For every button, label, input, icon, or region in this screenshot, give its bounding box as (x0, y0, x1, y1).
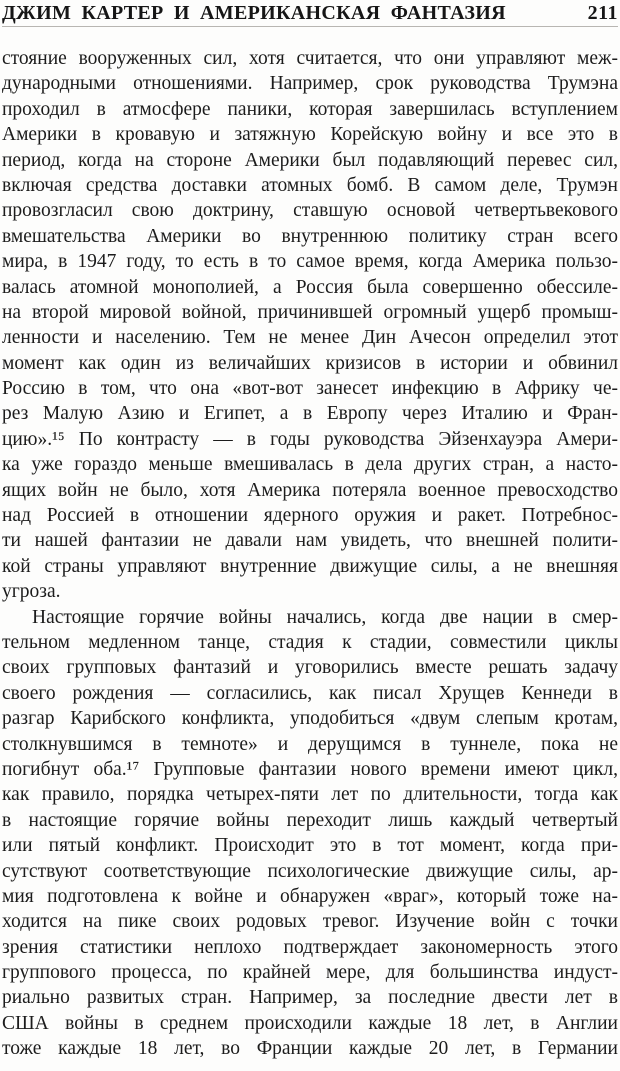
text-line: над Россией в отношении ядерного оружия и ракет. Потребнос- (2, 505, 618, 527)
text-line: угроза. (2, 581, 61, 603)
text-line: столкнувшимся в темноте» и дерущимся в туннеле, пока не (2, 733, 618, 755)
text-line: в настоящие горячие войны переходит лишь каждый четвертый (2, 809, 618, 831)
text-line: на второй мировой войной, причинившей огромный ущерб промыш- (2, 301, 618, 323)
text-line: ти нашей фантазии не давали нам увидеть, что внешней полити- (2, 530, 618, 552)
text-line: дународными отношениями. Например, срок руководства Трумэна (2, 73, 618, 95)
text-line: Америки в кровавую и затяжную Корейскую войну и все это в (2, 124, 618, 146)
header-rule (2, 26, 618, 27)
text-line: ящих войн не было, хотя Америка потеряла военное превосходство (2, 479, 618, 501)
text-line: мира, в 1947 году, то есть в то самое время, когда Америка пользо- (2, 251, 618, 273)
text-line: своих групповых фантазий и уговорились вместе решать задачу (2, 657, 618, 679)
page-number: 211 (587, 2, 618, 24)
text-line: сутствуют соответствующие психологические движущие силы, ар- (2, 860, 618, 882)
text-line: группового процесса, по крайней мере, для большинства индуст- (2, 962, 618, 984)
text-line: рез Малую Азию и Египет, а в Европу через Италию и Фран- (2, 403, 618, 425)
text-line: тоже каждые 18 лет, во Франции каждые 20 лет, в Германии (2, 1038, 618, 1060)
paragraph (2, 46, 618, 605)
text-line: момент как один из величайших кризисов в истории и обвинил (2, 352, 618, 374)
text-line: погибнут оба.¹⁷ Групповые фантазии нового времени имеют цикл, (2, 758, 618, 780)
text-line: период, когда на стороне Америки был подавляющий перевес сил, (2, 149, 618, 171)
text-line: тельном медленном танце, стадия к стадии, совместили циклы (2, 631, 618, 653)
text-line: валась атомной монополией, а Россия была совершенно обессиле- (2, 276, 618, 298)
text-line: ленности и населению. Тем не менее Дин Ачесон определил этот (2, 327, 618, 349)
page-body (2, 46, 618, 1062)
paragraph (2, 605, 618, 1062)
text-line: вмешательства Америки во внутреннюю политику стран всего (2, 225, 618, 247)
text-line: провозгласил свою доктрину, ставшую основой четвертьвекового (2, 200, 618, 222)
page-header (2, 2, 618, 24)
text-line: разгар Карибского конфликта, уподобиться «двум слепым кротам, (2, 708, 618, 730)
text-line: зрения статистики неплохо подтверждает закономерность этого (2, 936, 618, 958)
text-line: как правило, порядка четырех-пяти лет по длительности, тогда как (2, 784, 618, 806)
text-line: своего рождения — согласились, как писал Хрущев Кеннеди в (2, 682, 618, 704)
text-line: риально развитых стран. Например, за последние двести лет в (2, 987, 618, 1009)
text-line: Россию в том, что она «вот-вот занесет инфекцию в Африку че- (2, 378, 618, 400)
text-line: цию».¹⁵ По контрасту — в годы руководства Эйзенхауэра Амери- (2, 428, 618, 450)
header-title: ДЖИМ КАРТЕР И АМЕРИКАНСКАЯ ФАНТАЗИЯ (2, 2, 506, 24)
text-line: включая средства доставки атомных бомб. В самом деле, Трумэн (2, 174, 618, 196)
text-line: ка уже гораздо меньше вмешивалась в дела других стран, а насто- (2, 454, 618, 476)
text-line: стояние вооруженных сил, хотя считается, что они управляют меж- (2, 48, 618, 69)
text-line: Настоящие горячие войны начались, когда две нации в смер- (32, 606, 618, 628)
text-line: мия подготовлена к войне и обнаружен «враг», который тоже на- (2, 885, 618, 907)
text-line: ходится на пике своих родовых тревог. Изучение войн с точки (2, 911, 618, 933)
text-line: проходил в атмосфере паники, которая завершилась вступлением (2, 98, 618, 120)
text-line: США войны в среднем происходили каждые 18 лет, в Англии (2, 1012, 618, 1034)
text-line: кой страны управляют внутренние движущие силы, а не внешняя (2, 555, 618, 577)
text-line: или пятый конфликт. Происходит это в тот момент, когда при- (2, 835, 618, 857)
